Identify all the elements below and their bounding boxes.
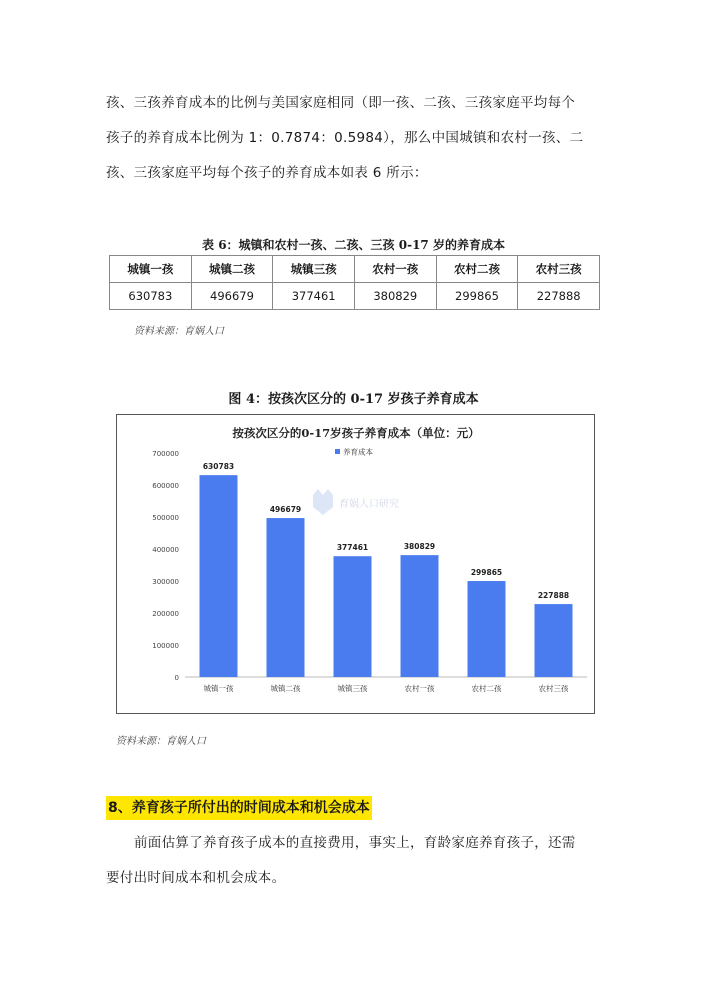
figure-title: 图 4：按孩次区分的 0-17 岁孩子养育成本 bbox=[228, 392, 479, 407]
chart-frame bbox=[116, 414, 595, 714]
bar bbox=[267, 518, 305, 677]
bar bbox=[468, 581, 506, 677]
table-cell: 227888 bbox=[518, 283, 600, 310]
bar bbox=[401, 555, 439, 677]
bar-chart bbox=[117, 415, 596, 715]
intro-line: 孩、三孩家庭平均每个孩子的养育成本如表 6 所示： bbox=[106, 165, 428, 181]
table-source: 资料来源：育娲人口 bbox=[134, 326, 224, 337]
y-tick-label: 500000 bbox=[152, 514, 179, 522]
bar bbox=[535, 604, 573, 677]
table-cell: 377461 bbox=[273, 283, 355, 310]
section-line: 前面估算了养育孩子成本的直接费用，事实上，育龄家庭养育孩子，还需 bbox=[134, 835, 576, 851]
x-tick-label: 农村一孩 bbox=[404, 684, 435, 693]
figure-source: 资料来源：育娲人口 bbox=[116, 736, 206, 747]
table-header-cell: 城镇二孩 bbox=[191, 256, 273, 283]
table-cell: 380829 bbox=[354, 283, 436, 310]
table-cell: 496679 bbox=[191, 283, 273, 310]
data-label: 380829 bbox=[403, 542, 436, 552]
x-tick-label: 城镇一孩 bbox=[203, 684, 234, 693]
y-tick-label: 0 bbox=[174, 674, 179, 682]
y-tick-label: 100000 bbox=[152, 642, 179, 650]
chart-title: 按孩次区分的0-17岁孩子养育成本（单位：元） bbox=[232, 426, 480, 440]
bar bbox=[334, 556, 372, 677]
bar bbox=[200, 475, 238, 677]
intro-line: 孩子的养育成本比例为 1：0.7874：0.5984），那么中国城镇和农村一孩、二 bbox=[106, 130, 584, 146]
table-header-cell: 农村二孩 bbox=[436, 256, 518, 283]
table-title: 表 6：城镇和农村一孩、二孩、三孩 0-17 岁的养育成本 bbox=[202, 238, 505, 252]
data-label: 227888 bbox=[537, 591, 570, 601]
x-tick-label: 城镇三孩 bbox=[337, 684, 368, 693]
table-cell: 630783 bbox=[110, 283, 192, 310]
y-tick-label: 200000 bbox=[152, 610, 179, 618]
x-tick-label: 农村三孩 bbox=[538, 684, 569, 693]
x-tick-label: 城镇二孩 bbox=[270, 684, 301, 693]
watermark-logo bbox=[313, 489, 333, 515]
data-label: 299865 bbox=[470, 568, 503, 578]
intro-paragraph bbox=[106, 86, 606, 191]
section-paragraph bbox=[106, 826, 606, 896]
legend-swatch bbox=[335, 449, 340, 454]
legend-label: 养育成本 bbox=[343, 447, 373, 457]
table-header-cell: 农村一孩 bbox=[354, 256, 436, 283]
table-header-cell: 城镇三孩 bbox=[273, 256, 355, 283]
table-header-cell: 农村三孩 bbox=[518, 256, 600, 283]
x-tick-label: 农村二孩 bbox=[471, 684, 502, 693]
section-line: 要付出时间成本和机会成本。 bbox=[106, 870, 286, 886]
data-label: 377461 bbox=[336, 543, 369, 553]
watermark-text: 育娲人口研究 bbox=[339, 499, 399, 510]
table-cell: 299865 bbox=[436, 283, 518, 310]
table-header-cell: 城镇一孩 bbox=[110, 256, 192, 283]
y-tick-label: 300000 bbox=[152, 578, 179, 586]
section-heading: 8、养育孩子所付出的时间成本和机会成本 bbox=[106, 796, 372, 820]
y-tick-label: 600000 bbox=[152, 482, 179, 490]
table-header-row bbox=[110, 256, 600, 283]
table-row bbox=[110, 283, 600, 310]
data-label: 496679 bbox=[269, 505, 302, 515]
data-label: 630783 bbox=[202, 462, 235, 472]
cost-table bbox=[109, 255, 600, 310]
y-tick-label: 700000 bbox=[152, 450, 179, 458]
y-tick-label: 400000 bbox=[152, 546, 179, 554]
intro-line: 孩、三孩养育成本的比例与美国家庭相同（即一孩、二孩、三孩家庭平均每个 bbox=[106, 95, 576, 111]
